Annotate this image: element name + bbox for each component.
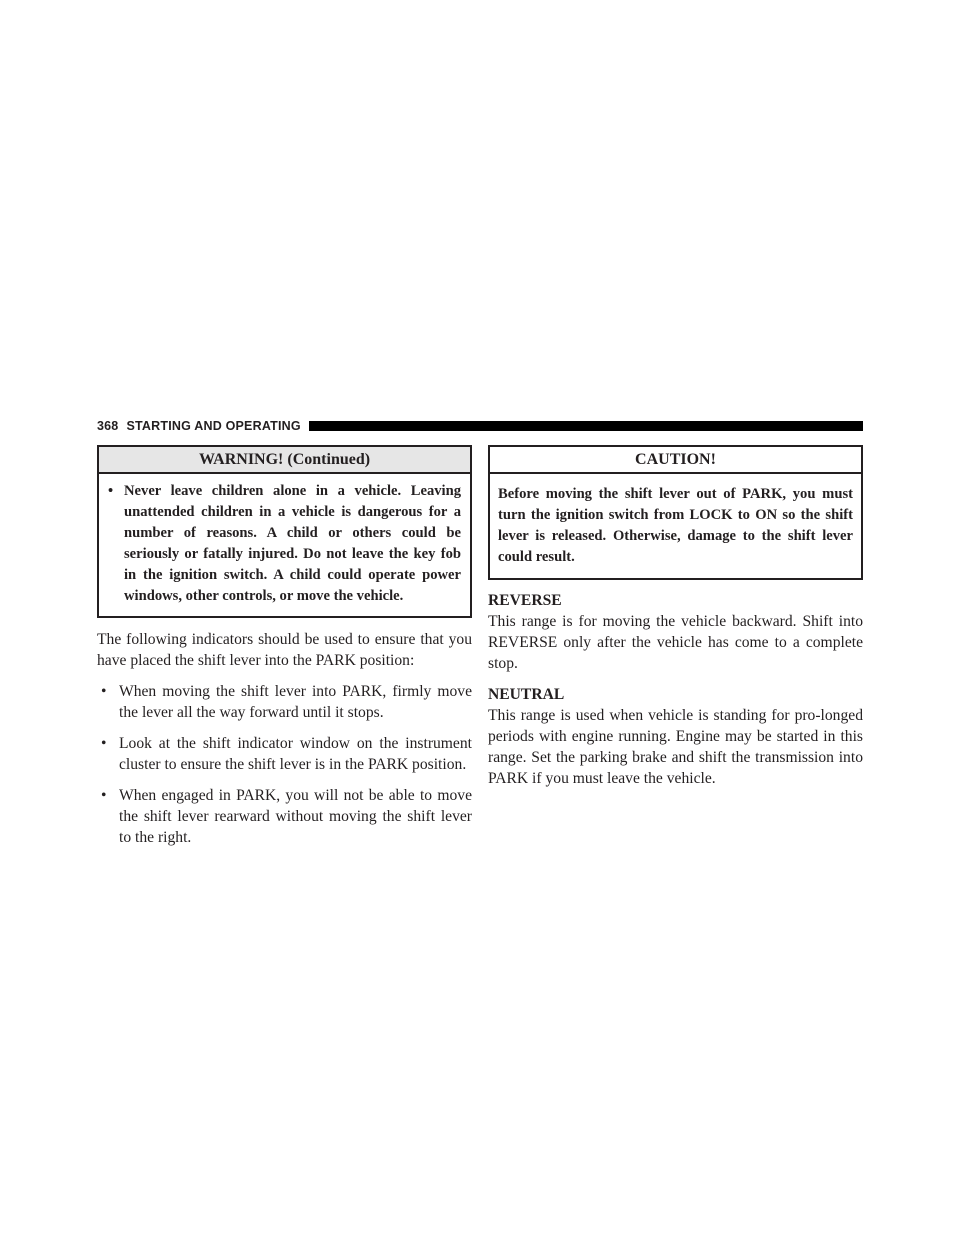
warning-text: Never leave children alone in a vehicle. Leaving unattended children in a vehicle is dangerous for a number of reasons. A child or others could be seriously or fatally injured. Do not leave the key fob in the ignition switch. A child could operate power windows, other controls, or move the vehicle. (124, 483, 461, 604)
caution-title: CAUTION! (490, 447, 861, 474)
bullet-icon: • (101, 683, 107, 700)
reverse-paragraph: This range is for moving the vehicle backward. Shift into REVERSE only after the vehicle has come to a complete stop. (488, 613, 863, 672)
left-column (97, 445, 472, 848)
caution-text: Before moving the shift lever out of PARK, you must turn the ignition switch from LOCK to ON so the shift lever is released. Otherwise, damage to the shift lever could result. (498, 486, 853, 565)
park-intro-paragraph: The following indicators should be used to ensure that you have placed the shift lever into the PARK position: (97, 631, 472, 669)
caution-box (488, 445, 863, 580)
page-number: 368 (97, 419, 119, 433)
list-item (97, 681, 472, 723)
warning-body (99, 474, 470, 616)
right-column (488, 445, 863, 789)
bullet-icon: • (101, 735, 107, 752)
section-title: STARTING AND OPERATING (126, 419, 301, 433)
neutral-section (488, 684, 863, 789)
reverse-heading: REVERSE (488, 592, 562, 609)
neutral-paragraph: This range is used when vehicle is standing for pro-longed periods with engine running. Engine may be started in this range. Set the parking brake and shift the transmission into PARK if you must leave the vehicle. (488, 707, 863, 787)
warning-title: WARNING! (Continued) (99, 447, 470, 474)
bullet-icon: • (101, 787, 107, 804)
list-item (97, 733, 472, 775)
list-item-text: Look at the shift indicator window on the instrument cluster to ensure the shift lever is in the PARK position. (119, 735, 472, 773)
neutral-heading: NEUTRAL (488, 686, 565, 703)
warning-bullet (108, 481, 461, 607)
page-header (97, 419, 863, 433)
bullet-icon: • (108, 483, 114, 499)
list-item-text: When moving the shift lever into PARK, firmly move the lever all the way forward until it stops. (119, 683, 472, 721)
reverse-section (488, 590, 863, 674)
list-item-text: When engaged in PARK, you will not be able to move the shift lever rearward without moving the shift lever to the right. (119, 787, 472, 846)
header-rule (309, 421, 863, 431)
warning-box (97, 445, 472, 618)
list-item (97, 785, 472, 848)
